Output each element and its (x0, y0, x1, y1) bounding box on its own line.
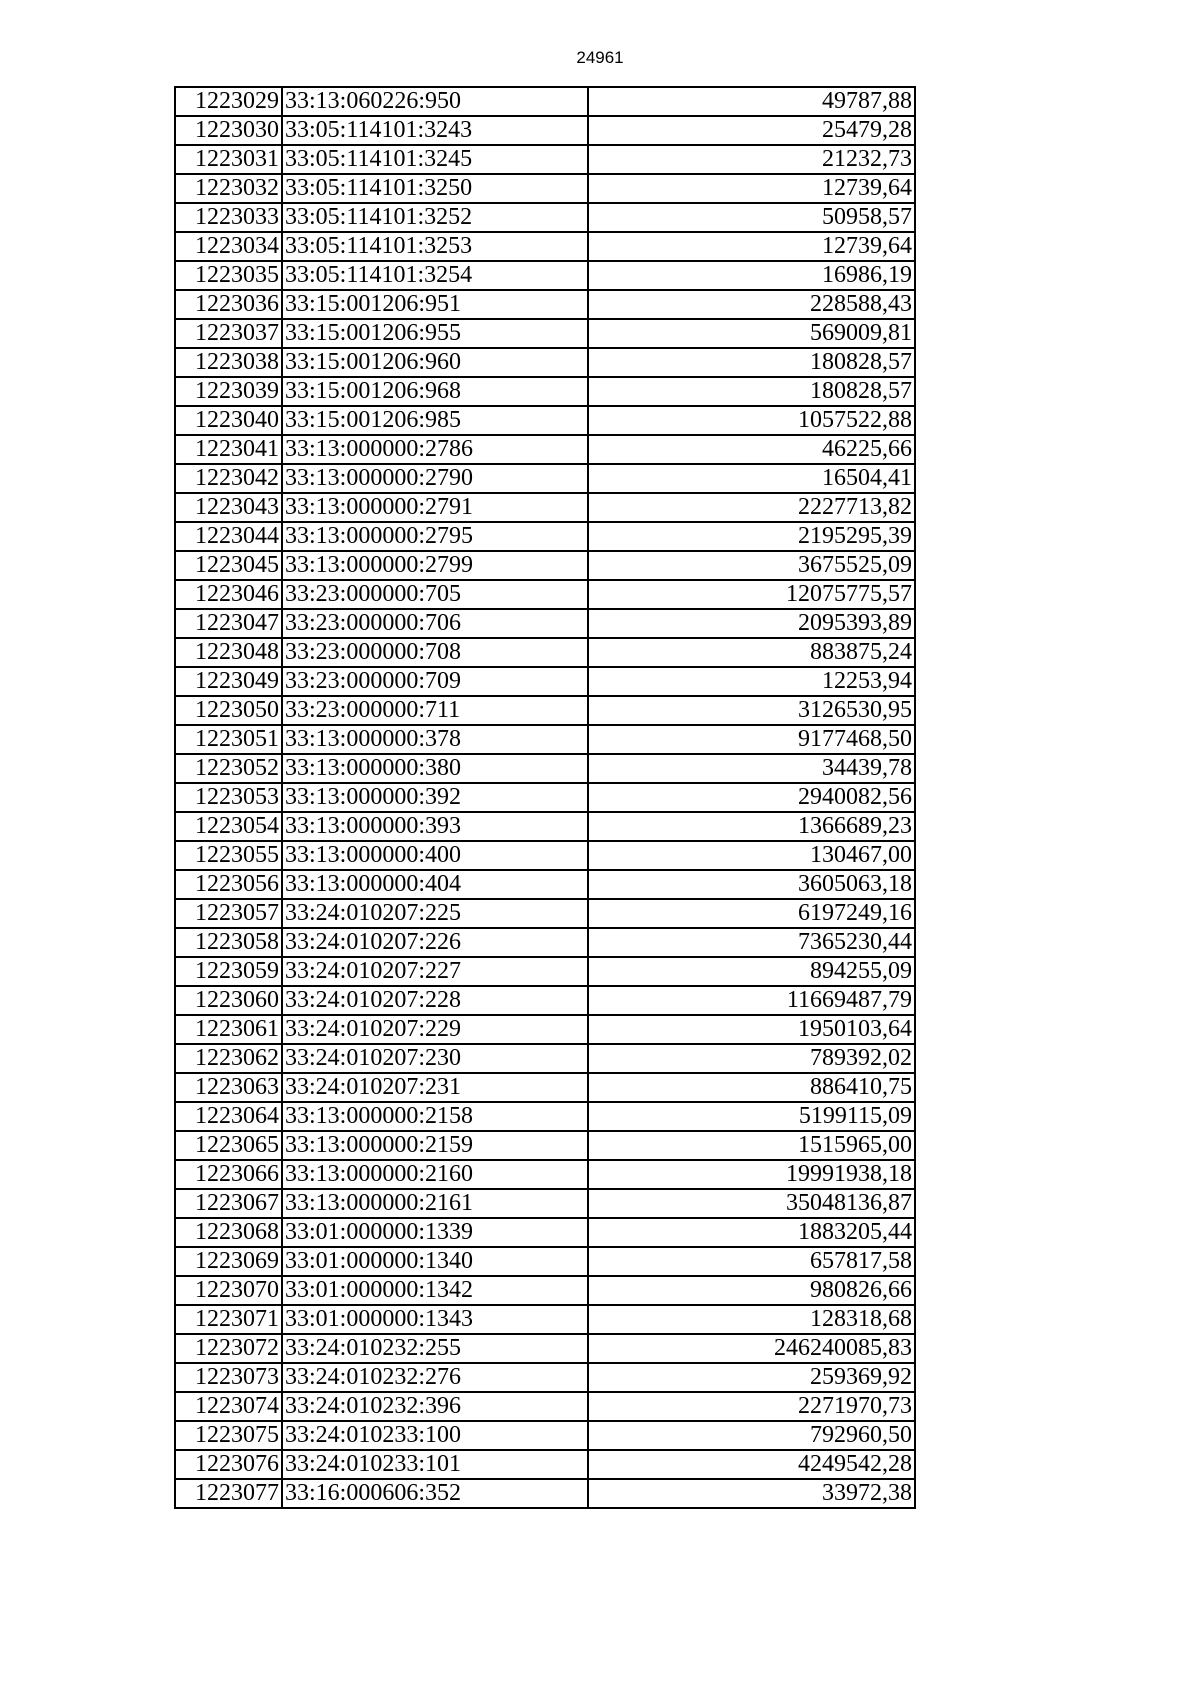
value-cell: 33972,38 (588, 1479, 915, 1508)
cadastral-number-cell: 33:13:000000:2790 (282, 464, 588, 493)
row-id-cell: 1223062 (175, 1044, 282, 1073)
table-row (175, 1450, 915, 1479)
cadastral-number-cell: 33:24:010207:226 (282, 928, 588, 957)
cadastral-number-cell: 33:13:000000:2159 (282, 1131, 588, 1160)
value-cell: 1057522,88 (588, 406, 915, 435)
row-id-cell: 1223052 (175, 754, 282, 783)
value-cell: 6197249,16 (588, 899, 915, 928)
row-id-cell: 1223073 (175, 1363, 282, 1392)
table-row (175, 493, 915, 522)
value-cell: 789392,02 (588, 1044, 915, 1073)
cadastral-number-cell: 33:13:000000:2160 (282, 1160, 588, 1189)
cadastral-number-cell: 33:05:114101:3243 (282, 116, 588, 145)
cadastral-number-cell: 33:13:000000:404 (282, 870, 588, 899)
value-cell: 19991938,18 (588, 1160, 915, 1189)
value-cell: 12075775,57 (588, 580, 915, 609)
cadastral-number-cell: 33:13:060226:950 (282, 87, 588, 116)
value-cell: 2195295,39 (588, 522, 915, 551)
value-cell: 7365230,44 (588, 928, 915, 957)
table-row (175, 696, 915, 725)
table-row (175, 261, 915, 290)
cadastral-number-cell: 33:13:000000:378 (282, 725, 588, 754)
cadastral-number-cell: 33:13:000000:2799 (282, 551, 588, 580)
cadastral-number-cell: 33:13:000000:2786 (282, 435, 588, 464)
row-id-cell: 1223057 (175, 899, 282, 928)
row-id-cell: 1223064 (175, 1102, 282, 1131)
row-id-cell: 1223077 (175, 1479, 282, 1508)
table-row (175, 1479, 915, 1508)
value-cell: 980826,66 (588, 1276, 915, 1305)
value-cell: 34439,78 (588, 754, 915, 783)
table-row (175, 1131, 915, 1160)
row-id-cell: 1223054 (175, 812, 282, 841)
table-row (175, 1015, 915, 1044)
value-cell: 3675525,09 (588, 551, 915, 580)
cadastral-number-cell: 33:13:000000:2158 (282, 1102, 588, 1131)
row-id-cell: 1223071 (175, 1305, 282, 1334)
value-cell: 3605063,18 (588, 870, 915, 899)
value-cell: 12253,94 (588, 667, 915, 696)
value-cell: 4249542,28 (588, 1450, 915, 1479)
table-body (175, 87, 915, 1508)
table-row (175, 725, 915, 754)
table-row (175, 1189, 915, 1218)
row-id-cell: 1223065 (175, 1131, 282, 1160)
table-row (175, 203, 915, 232)
value-cell: 1515965,00 (588, 1131, 915, 1160)
value-cell: 16504,41 (588, 464, 915, 493)
table-row (175, 783, 915, 812)
table-row (175, 1392, 915, 1421)
table-row (175, 609, 915, 638)
cadastral-number-cell: 33:24:010207:231 (282, 1073, 588, 1102)
cadastral-number-cell: 33:05:114101:3250 (282, 174, 588, 203)
cadastral-number-cell: 33:05:114101:3252 (282, 203, 588, 232)
cadastral-number-cell: 33:15:001206:951 (282, 290, 588, 319)
row-id-cell: 1223037 (175, 319, 282, 348)
value-cell: 228588,43 (588, 290, 915, 319)
value-cell: 130467,00 (588, 841, 915, 870)
table-row (175, 1218, 915, 1247)
cadastral-number-cell: 33:13:000000:2795 (282, 522, 588, 551)
cadastral-number-cell: 33:24:010232:276 (282, 1363, 588, 1392)
row-id-cell: 1223044 (175, 522, 282, 551)
table-row (175, 435, 915, 464)
value-cell: 883875,24 (588, 638, 915, 667)
cadastral-number-cell: 33:13:000000:393 (282, 812, 588, 841)
table-row (175, 348, 915, 377)
row-id-cell: 1223041 (175, 435, 282, 464)
value-cell: 259369,92 (588, 1363, 915, 1392)
cadastral-number-cell: 33:13:000000:380 (282, 754, 588, 783)
table-row (175, 638, 915, 667)
value-cell: 1883205,44 (588, 1218, 915, 1247)
row-id-cell: 1223042 (175, 464, 282, 493)
row-id-cell: 1223035 (175, 261, 282, 290)
cadastral-number-cell: 33:15:001206:955 (282, 319, 588, 348)
value-cell: 180828,57 (588, 348, 915, 377)
cadastral-number-cell: 33:24:010233:101 (282, 1450, 588, 1479)
value-cell: 11669487,79 (588, 986, 915, 1015)
row-id-cell: 1223063 (175, 1073, 282, 1102)
value-cell: 246240085,83 (588, 1334, 915, 1363)
row-id-cell: 1223070 (175, 1276, 282, 1305)
cadastral-number-cell: 33:24:010207:225 (282, 899, 588, 928)
value-cell: 5199115,09 (588, 1102, 915, 1131)
row-id-cell: 1223040 (175, 406, 282, 435)
row-id-cell: 1223058 (175, 928, 282, 957)
row-id-cell: 1223075 (175, 1421, 282, 1450)
cadastral-number-cell: 33:05:114101:3253 (282, 232, 588, 261)
value-cell: 12739,64 (588, 174, 915, 203)
cadastral-number-cell: 33:13:000000:2161 (282, 1189, 588, 1218)
row-id-cell: 1223066 (175, 1160, 282, 1189)
value-cell: 657817,58 (588, 1247, 915, 1276)
row-id-cell: 1223046 (175, 580, 282, 609)
cadastral-number-cell: 33:01:000000:1339 (282, 1218, 588, 1247)
table-row (175, 1305, 915, 1334)
value-cell: 180828,57 (588, 377, 915, 406)
table-row (175, 812, 915, 841)
value-cell: 2095393,89 (588, 609, 915, 638)
table-row (175, 1044, 915, 1073)
table-row (175, 319, 915, 348)
cadastral-number-cell: 33:15:001206:968 (282, 377, 588, 406)
row-id-cell: 1223074 (175, 1392, 282, 1421)
table-row (175, 1073, 915, 1102)
row-id-cell: 1223045 (175, 551, 282, 580)
value-cell: 792960,50 (588, 1421, 915, 1450)
table-row (175, 464, 915, 493)
row-id-cell: 1223056 (175, 870, 282, 899)
value-cell: 16986,19 (588, 261, 915, 290)
row-id-cell: 1223030 (175, 116, 282, 145)
value-cell: 2227713,82 (588, 493, 915, 522)
row-id-cell: 1223033 (175, 203, 282, 232)
value-cell: 886410,75 (588, 1073, 915, 1102)
value-cell: 128318,68 (588, 1305, 915, 1334)
table-row (175, 986, 915, 1015)
row-id-cell: 1223036 (175, 290, 282, 319)
row-id-cell: 1223061 (175, 1015, 282, 1044)
table-row (175, 145, 915, 174)
cadastral-number-cell: 33:05:114101:3245 (282, 145, 588, 174)
row-id-cell: 1223034 (175, 232, 282, 261)
value-cell: 25479,28 (588, 116, 915, 145)
table-row (175, 580, 915, 609)
value-cell: 3126530,95 (588, 696, 915, 725)
cadastral-number-cell: 33:23:000000:709 (282, 667, 588, 696)
row-id-cell: 1223060 (175, 986, 282, 1015)
cadastral-number-cell: 33:01:000000:1343 (282, 1305, 588, 1334)
row-id-cell: 1223069 (175, 1247, 282, 1276)
value-cell: 894255,09 (588, 957, 915, 986)
table-row (175, 899, 915, 928)
value-cell: 2940082,56 (588, 783, 915, 812)
table-row (175, 522, 915, 551)
row-id-cell: 1223059 (175, 957, 282, 986)
cadastral-number-cell: 33:13:000000:2791 (282, 493, 588, 522)
cadastral-number-cell: 33:24:010232:255 (282, 1334, 588, 1363)
cadastral-number-cell: 33:13:000000:392 (282, 783, 588, 812)
cadastral-number-cell: 33:23:000000:708 (282, 638, 588, 667)
cadastral-number-cell: 33:23:000000:705 (282, 580, 588, 609)
cadastral-number-cell: 33:13:000000:400 (282, 841, 588, 870)
table-row (175, 667, 915, 696)
table-row (175, 841, 915, 870)
table-row (175, 928, 915, 957)
row-id-cell: 1223068 (175, 1218, 282, 1247)
cadastral-number-cell: 33:15:001206:960 (282, 348, 588, 377)
cadastral-number-cell: 33:23:000000:706 (282, 609, 588, 638)
value-cell: 2271970,73 (588, 1392, 915, 1421)
row-id-cell: 1223038 (175, 348, 282, 377)
table-row (175, 957, 915, 986)
table-row (175, 1102, 915, 1131)
cadastral-number-cell: 33:24:010207:230 (282, 1044, 588, 1073)
value-cell: 9177468,50 (588, 725, 915, 754)
cadastral-number-cell: 33:01:000000:1340 (282, 1247, 588, 1276)
value-cell: 1950103,64 (588, 1015, 915, 1044)
table-row (175, 1334, 915, 1363)
cadastral-number-cell: 33:15:001206:985 (282, 406, 588, 435)
value-cell: 569009,81 (588, 319, 915, 348)
table-row (175, 406, 915, 435)
row-id-cell: 1223047 (175, 609, 282, 638)
cadastral-number-cell: 33:16:000606:352 (282, 1479, 588, 1508)
row-id-cell: 1223051 (175, 725, 282, 754)
cadastral-value-table (174, 86, 916, 1509)
table-row (175, 1276, 915, 1305)
value-cell: 46225,66 (588, 435, 915, 464)
table-row (175, 290, 915, 319)
row-id-cell: 1223048 (175, 638, 282, 667)
page-number: 24961 (576, 48, 624, 67)
row-id-cell: 1223032 (175, 174, 282, 203)
table-row (175, 377, 915, 406)
table-row (175, 551, 915, 580)
row-id-cell: 1223050 (175, 696, 282, 725)
table-row (175, 754, 915, 783)
row-id-cell: 1223043 (175, 493, 282, 522)
cadastral-number-cell: 33:24:010207:229 (282, 1015, 588, 1044)
row-id-cell: 1223076 (175, 1450, 282, 1479)
cadastral-number-cell: 33:24:010232:396 (282, 1392, 588, 1421)
table-row (175, 870, 915, 899)
value-cell: 21232,73 (588, 145, 915, 174)
row-id-cell: 1223029 (175, 87, 282, 116)
row-id-cell: 1223039 (175, 377, 282, 406)
cadastral-number-cell: 33:23:000000:711 (282, 696, 588, 725)
row-id-cell: 1223049 (175, 667, 282, 696)
row-id-cell: 1223067 (175, 1189, 282, 1218)
cadastral-number-cell: 33:05:114101:3254 (282, 261, 588, 290)
row-id-cell: 1223055 (175, 841, 282, 870)
table-row (175, 1363, 915, 1392)
cadastral-number-cell: 33:24:010233:100 (282, 1421, 588, 1450)
table-row (175, 174, 915, 203)
cadastral-number-cell: 33:24:010207:227 (282, 957, 588, 986)
value-cell: 49787,88 (588, 87, 915, 116)
value-cell: 50958,57 (588, 203, 915, 232)
cadastral-number-cell: 33:01:000000:1342 (282, 1276, 588, 1305)
table-row (175, 1160, 915, 1189)
value-cell: 35048136,87 (588, 1189, 915, 1218)
table-row (175, 1247, 915, 1276)
row-id-cell: 1223072 (175, 1334, 282, 1363)
table-row (175, 1421, 915, 1450)
table-row (175, 87, 915, 116)
row-id-cell: 1223053 (175, 783, 282, 812)
cadastral-number-cell: 33:24:010207:228 (282, 986, 588, 1015)
row-id-cell: 1223031 (175, 145, 282, 174)
value-cell: 1366689,23 (588, 812, 915, 841)
value-cell: 12739,64 (588, 232, 915, 261)
table-row (175, 232, 915, 261)
table-row (175, 116, 915, 145)
